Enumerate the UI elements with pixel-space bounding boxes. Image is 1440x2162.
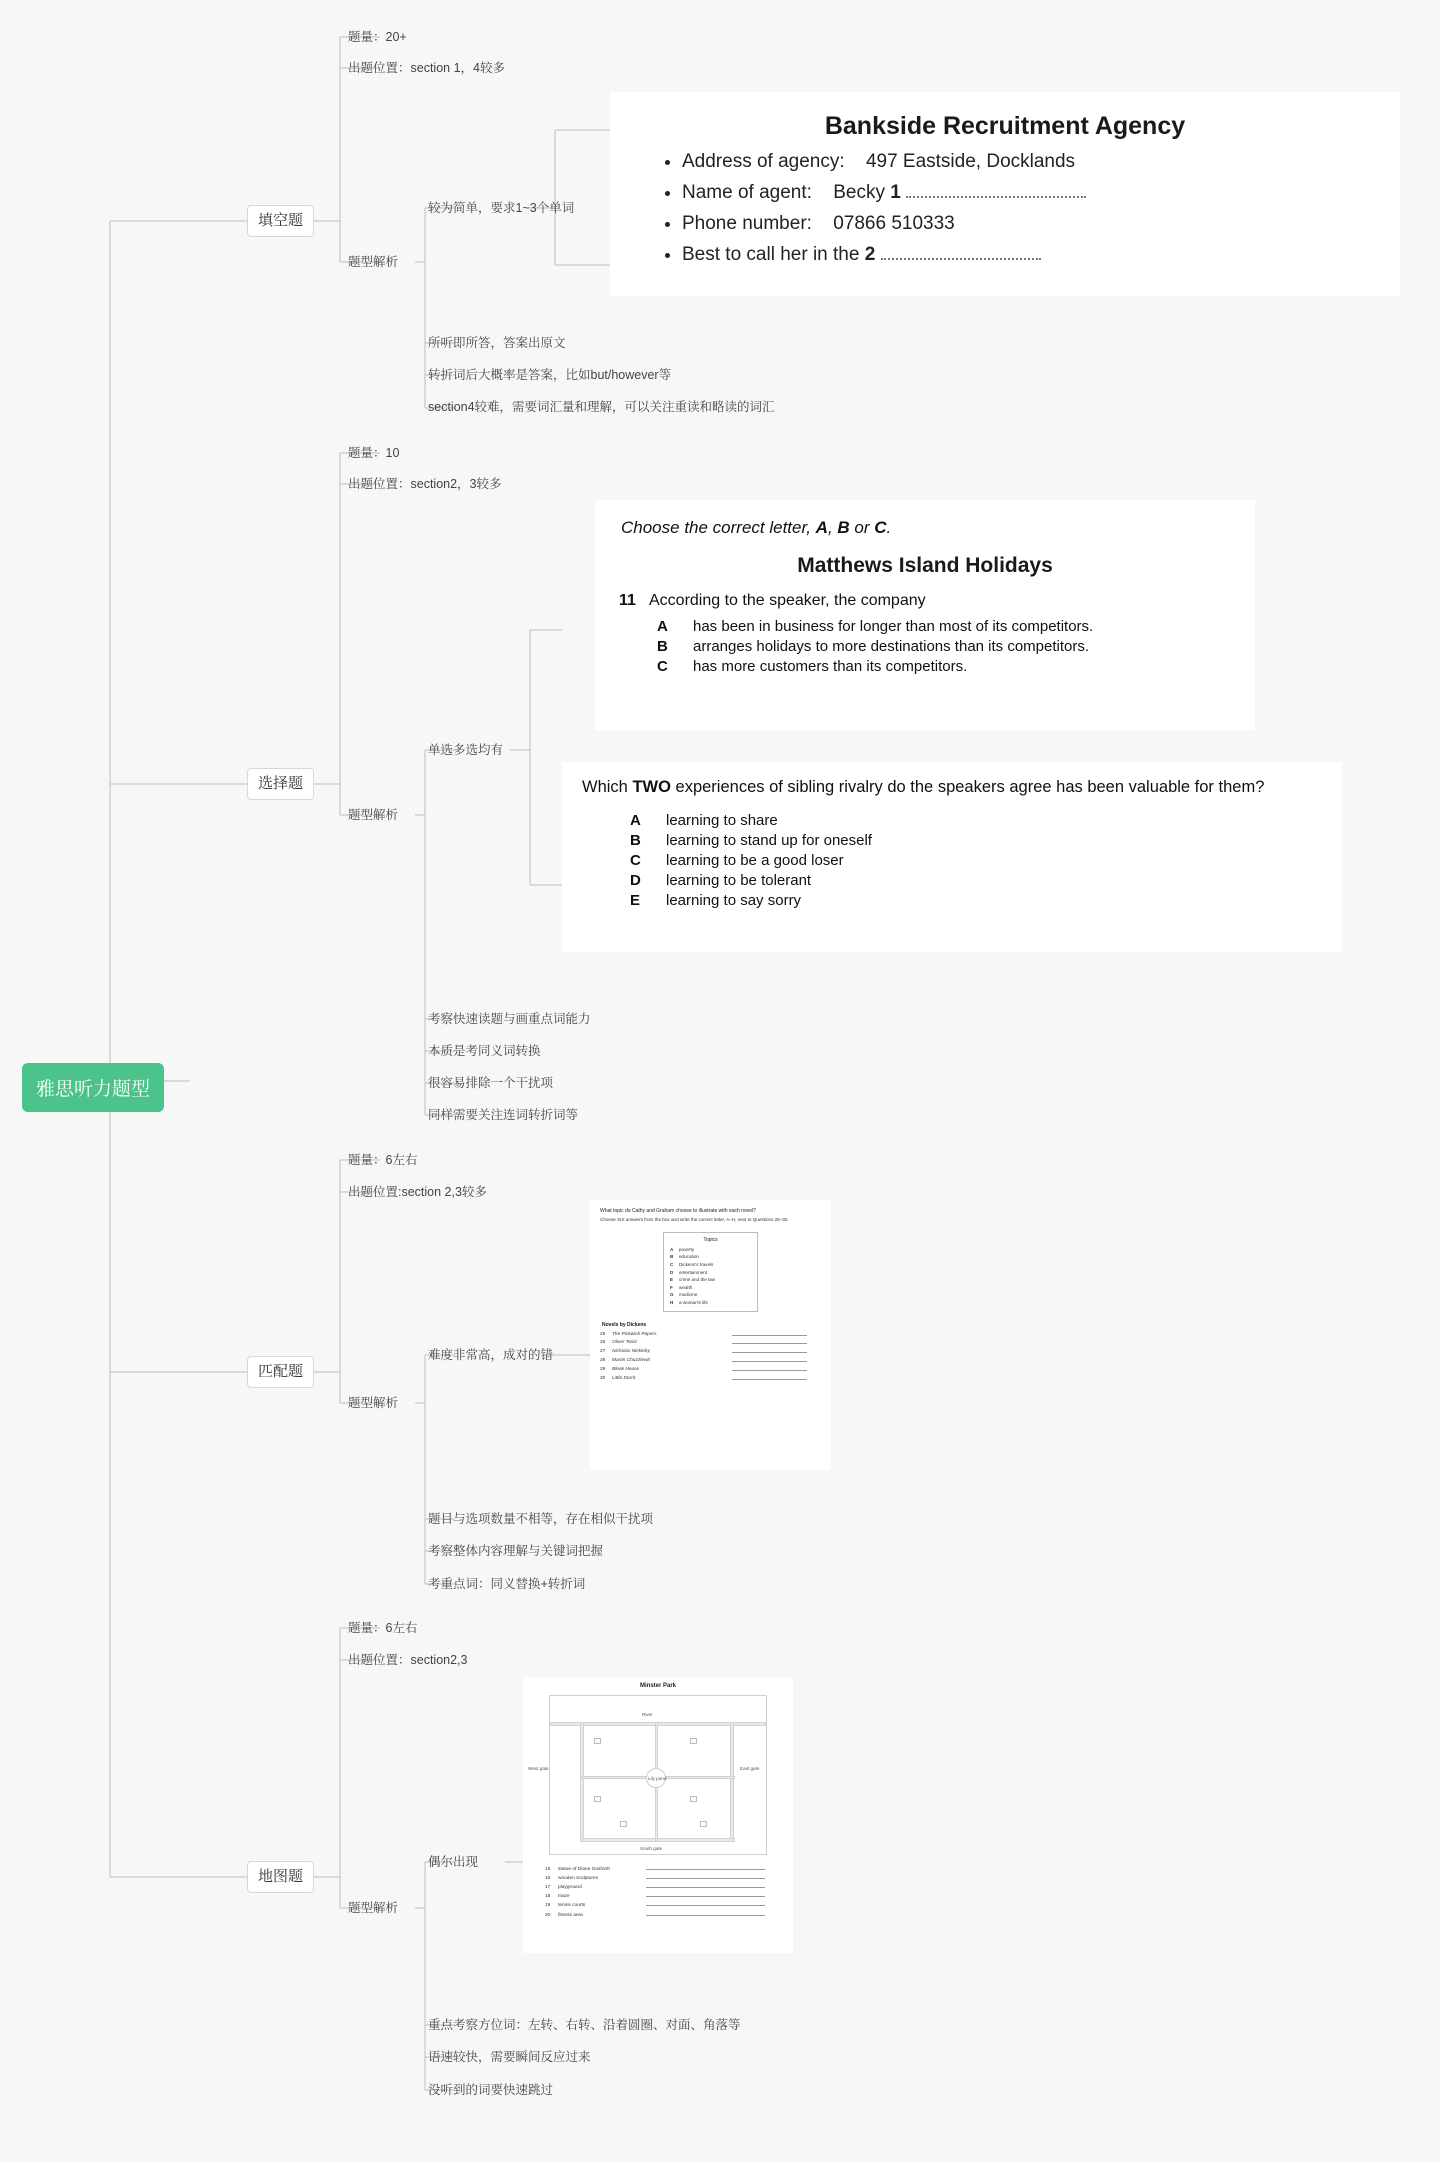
answer-blank: [732, 1339, 807, 1344]
fill-tip-2: section4较难，需要词汇量和理解，可以关注重读和略读的词汇: [428, 400, 775, 414]
option-text: learning to say sorry: [666, 891, 802, 909]
map-marker: [620, 1821, 627, 1827]
map-marker: [700, 1821, 707, 1827]
branch-node-matching[interactable]: 匹配题: [247, 1356, 314, 1388]
bankside-item-label: Address of agency:: [682, 151, 845, 172]
novel-row: [600, 1339, 821, 1348]
topic-text: a woman's life: [679, 1299, 708, 1305]
matthews-title: Matthews Island Holidays: [797, 554, 1053, 577]
two-question-text: Which TWO experiences of sibling rivalry do the speakers agree has been valuable for them?: [582, 778, 1265, 796]
novel-title: Nicholas Nickleby: [612, 1349, 650, 1355]
two-option: [630, 872, 1322, 889]
matching-line2: Choose SIX answers from the box and write the correct letter, A–H, next to Questions 25–30.: [600, 1217, 789, 1222]
topic-text: poverty: [679, 1246, 695, 1252]
fill-analysis-sub: 较为简单，要求1~3个单词: [428, 201, 575, 215]
matthews-question-text: According to the speaker, the company: [649, 592, 926, 609]
topic-text: education: [679, 1254, 699, 1260]
topic-text: crime and the law: [679, 1277, 716, 1283]
map-analysis-sub: 偶尔出现: [428, 1855, 479, 1869]
novel-number: 25: [600, 1331, 606, 1337]
bankside-item: [682, 182, 1376, 204]
option-text: learning to share: [666, 811, 778, 829]
novel-row: [600, 1331, 821, 1340]
map-question-row: [545, 1901, 771, 1910]
bankside-item-value: 497 Eastside, Docklands: [865, 151, 1076, 172]
question-number: 17: [545, 1885, 551, 1891]
map-question-row: [545, 1874, 771, 1883]
topic-text: wealth: [679, 1284, 693, 1290]
question-text: maze: [558, 1894, 570, 1900]
novel-row: [600, 1375, 821, 1384]
map-label-east-gate: East gate: [740, 1766, 760, 1771]
question-number: 16: [545, 1876, 551, 1882]
choice-tip-3: 同样需要关注连词转折词等: [428, 1108, 579, 1122]
answer-blank: [732, 1331, 807, 1336]
topic-letter: E: [670, 1277, 674, 1283]
option-text: learning to stand up for oneself: [666, 831, 872, 849]
choice-analysis-sub: 单选多选均有: [428, 743, 504, 757]
map-tip-2: 没听到的词要快速跳过: [428, 2083, 554, 2097]
two-option: [630, 892, 1322, 909]
bankside-item-value: 07866 510333: [833, 213, 955, 234]
map-tip-0: 重点考察方位词：左转、右转、沿着圆圈、对面、角落等: [428, 2018, 741, 2032]
map-tip-1: 语速较快，需要瞬间反应过来: [428, 2050, 591, 2064]
topic-letter: D: [670, 1269, 674, 1275]
novel-title: Martin Chuzzlewit: [612, 1358, 650, 1364]
option-letter: A: [630, 811, 641, 829]
fill-tip-1: 转折词后大概率是答案，比如but/however等: [428, 368, 672, 382]
bankside-list: [634, 151, 1376, 266]
answer-blank: [732, 1375, 807, 1380]
answer-blank: [881, 249, 1041, 260]
map-figure: [528, 1695, 767, 1855]
option-text: has been in business for longer than most of its competitors.: [693, 618, 1094, 635]
map-question-row: [545, 1911, 771, 1920]
question-text: wooden sculptures: [558, 1876, 598, 1882]
answer-blank: [646, 1911, 765, 1916]
answer-blank: [646, 1901, 765, 1906]
fill-meta-0: 题量：20+: [348, 30, 407, 44]
image-matthews-island-holidays: [595, 500, 1255, 730]
matthews-question: [619, 592, 1235, 610]
image-minster-park-map: [523, 1677, 793, 1953]
topic-row: [670, 1276, 751, 1284]
fill-analysis-label: 题型解析: [348, 255, 399, 269]
map-marker: [594, 1738, 601, 1744]
map-question-row: [545, 1892, 771, 1901]
option-letter: B: [657, 638, 668, 655]
branch-node-map[interactable]: 地图题: [247, 1861, 314, 1893]
map-question-row: [545, 1865, 771, 1874]
topic-letter: C: [670, 1262, 674, 1268]
answer-blank: [732, 1348, 807, 1353]
bankside-item-label: Best to call her in the 2: [682, 244, 876, 265]
bankside-item: [682, 151, 1376, 173]
map-meta-1: 出题位置：section2,3: [348, 1653, 468, 1667]
question-number: 15: [545, 1867, 551, 1872]
topic-row: [670, 1246, 751, 1254]
map-road: [580, 1722, 584, 1842]
option-text: learning to be tolerant: [666, 871, 812, 889]
bankside-item-label: Name of agent:: [682, 182, 812, 203]
option-letter: B: [630, 831, 641, 849]
fill-tip-0: 所听即所答，答案出原文: [428, 336, 566, 350]
answer-blank: [732, 1357, 807, 1362]
answer-blank: [906, 187, 1086, 198]
map-question-list: [545, 1865, 771, 1920]
topic-text: entertainment: [679, 1269, 708, 1275]
matching-tip-1: 考察整体内容理解与关键词把握: [428, 1544, 604, 1558]
topic-row: [670, 1284, 751, 1292]
topics-title: Topics: [703, 1236, 718, 1243]
map-question-row: [545, 1883, 771, 1892]
topic-row: [670, 1299, 751, 1307]
question-text: statue of Diane Gosforth: [558, 1867, 610, 1872]
topic-row: [670, 1253, 751, 1261]
novel-title: Bleak House: [612, 1366, 640, 1372]
topic-letter: F: [670, 1284, 673, 1290]
topic-row: [670, 1261, 751, 1269]
choice-tip-0: 考察快速读题与画重点词能力: [428, 1012, 591, 1026]
matching-topics-box: [663, 1232, 758, 1312]
question-number: 18: [545, 1894, 551, 1900]
novel-number: 27: [600, 1349, 606, 1355]
matthews-option: [657, 658, 1235, 675]
option-letter: E: [630, 891, 641, 909]
map-marker: [594, 1796, 601, 1802]
topic-row: [670, 1291, 751, 1299]
map-label-river: River: [642, 1712, 653, 1717]
answer-blank: [646, 1883, 765, 1888]
image-sibling-rivalry-question: [562, 762, 1342, 952]
map-label-west-gate: West gate: [528, 1766, 549, 1771]
question-text: tennis courts: [558, 1903, 586, 1909]
matching-tip-2: 考重点词：同义替换+转折词: [428, 1577, 586, 1591]
branch-node-fill[interactable]: 填空题: [247, 205, 314, 237]
topic-text: medicine: [679, 1292, 698, 1298]
matching-meta-1: 出题位置:section 2,3较多: [348, 1185, 487, 1199]
choice-meta-0: 题量：10: [348, 446, 400, 460]
topic-letter: B: [670, 1254, 674, 1260]
bankside-item-value: Becky 1: [833, 182, 901, 203]
map-analysis-label: 题型解析: [348, 1901, 399, 1915]
option-text: has more customers than its competitors.: [693, 658, 968, 675]
choice-meta-1: 出题位置：section2，3较多: [348, 477, 502, 491]
matching-analysis-sub: 难度非常高，成对的错: [428, 1348, 554, 1362]
novel-number: 29: [600, 1366, 606, 1372]
map-meta-0: 题量：6左右: [348, 1621, 418, 1635]
matthews-question-number: 11: [619, 592, 636, 609]
novel-title: Little Dorrit: [612, 1375, 636, 1381]
option-text: learning to be a good loser: [666, 851, 844, 869]
matthews-option: [657, 618, 1235, 635]
matching-line1: What topic do Cathy and Graham choose to illustrate with each novel?: [600, 1208, 756, 1214]
answer-blank: [646, 1865, 765, 1870]
question-number: 20: [545, 1912, 551, 1918]
novel-title: Oliver Twist: [612, 1340, 637, 1346]
novel-row: [600, 1366, 821, 1375]
novel-number: 26: [600, 1340, 606, 1346]
branch-node-choice[interactable]: 选择题: [247, 768, 314, 800]
question-text: playground: [558, 1885, 582, 1891]
map-title: Minster Park: [639, 1683, 676, 1689]
answer-blank: [732, 1366, 807, 1371]
matching-tip-0: 题目与选项数量不相等，存在相似干扰项: [428, 1512, 654, 1526]
choice-tip-2: 很容易排除一个干扰项: [428, 1076, 554, 1090]
image-bankside-recruitment: [610, 92, 1400, 296]
map-label-south-gate: South gate: [640, 1846, 663, 1851]
matching-meta-0: 题量：6左右: [348, 1153, 418, 1167]
topic-letter: H: [670, 1299, 674, 1305]
bankside-item-label: Phone number:: [682, 213, 812, 234]
map-road: [730, 1722, 734, 1842]
option-letter: C: [657, 658, 668, 675]
topic-letter: A: [670, 1246, 674, 1252]
two-option: [630, 812, 1322, 829]
question-number: 19: [545, 1903, 551, 1909]
question-text: fitness area: [558, 1912, 583, 1918]
option-text: arranges holidays to more destinations than its competitors.: [693, 638, 1090, 655]
fill-meta-1: 出题位置：section 1，4较多: [348, 61, 505, 75]
option-letter: A: [657, 618, 668, 635]
topic-letter: G: [670, 1292, 674, 1298]
choice-analysis-label: 题型解析: [348, 808, 399, 822]
two-option: [630, 852, 1322, 869]
choice-tip-1: 本质是考同义词转换: [428, 1044, 541, 1058]
bankside-item: [682, 244, 1376, 266]
matthews-option: [657, 638, 1235, 655]
option-letter: C: [630, 851, 641, 869]
novel-number: 30: [600, 1375, 606, 1381]
answer-blank: [646, 1874, 765, 1879]
novel-row: [600, 1357, 821, 1366]
topic-text: Dickens's travels: [679, 1262, 714, 1268]
map-marker: [690, 1738, 697, 1744]
bankside-item: [682, 213, 1376, 235]
novel-title: The Pickwick Papers: [612, 1331, 657, 1337]
novel-number: 28: [600, 1358, 606, 1364]
novels-title: Novels by Dickens: [602, 1321, 647, 1328]
topic-row: [670, 1269, 751, 1277]
two-option: [630, 832, 1322, 849]
matthews-instruction: Choose the correct letter, A, B or C.: [621, 518, 892, 537]
root-node[interactable]: 雅思听力题型: [22, 1063, 164, 1112]
map-marker: [690, 1796, 697, 1802]
matching-analysis-label: 题型解析: [348, 1396, 399, 1410]
novel-row: [600, 1348, 821, 1357]
image-matching-dickens-task: [590, 1200, 831, 1470]
map-label-lily-pond: Lily pond: [648, 1776, 667, 1781]
answer-blank: [646, 1892, 765, 1897]
bankside-title: Bankside Recruitment Agency: [824, 112, 1186, 140]
option-letter: D: [630, 871, 641, 889]
